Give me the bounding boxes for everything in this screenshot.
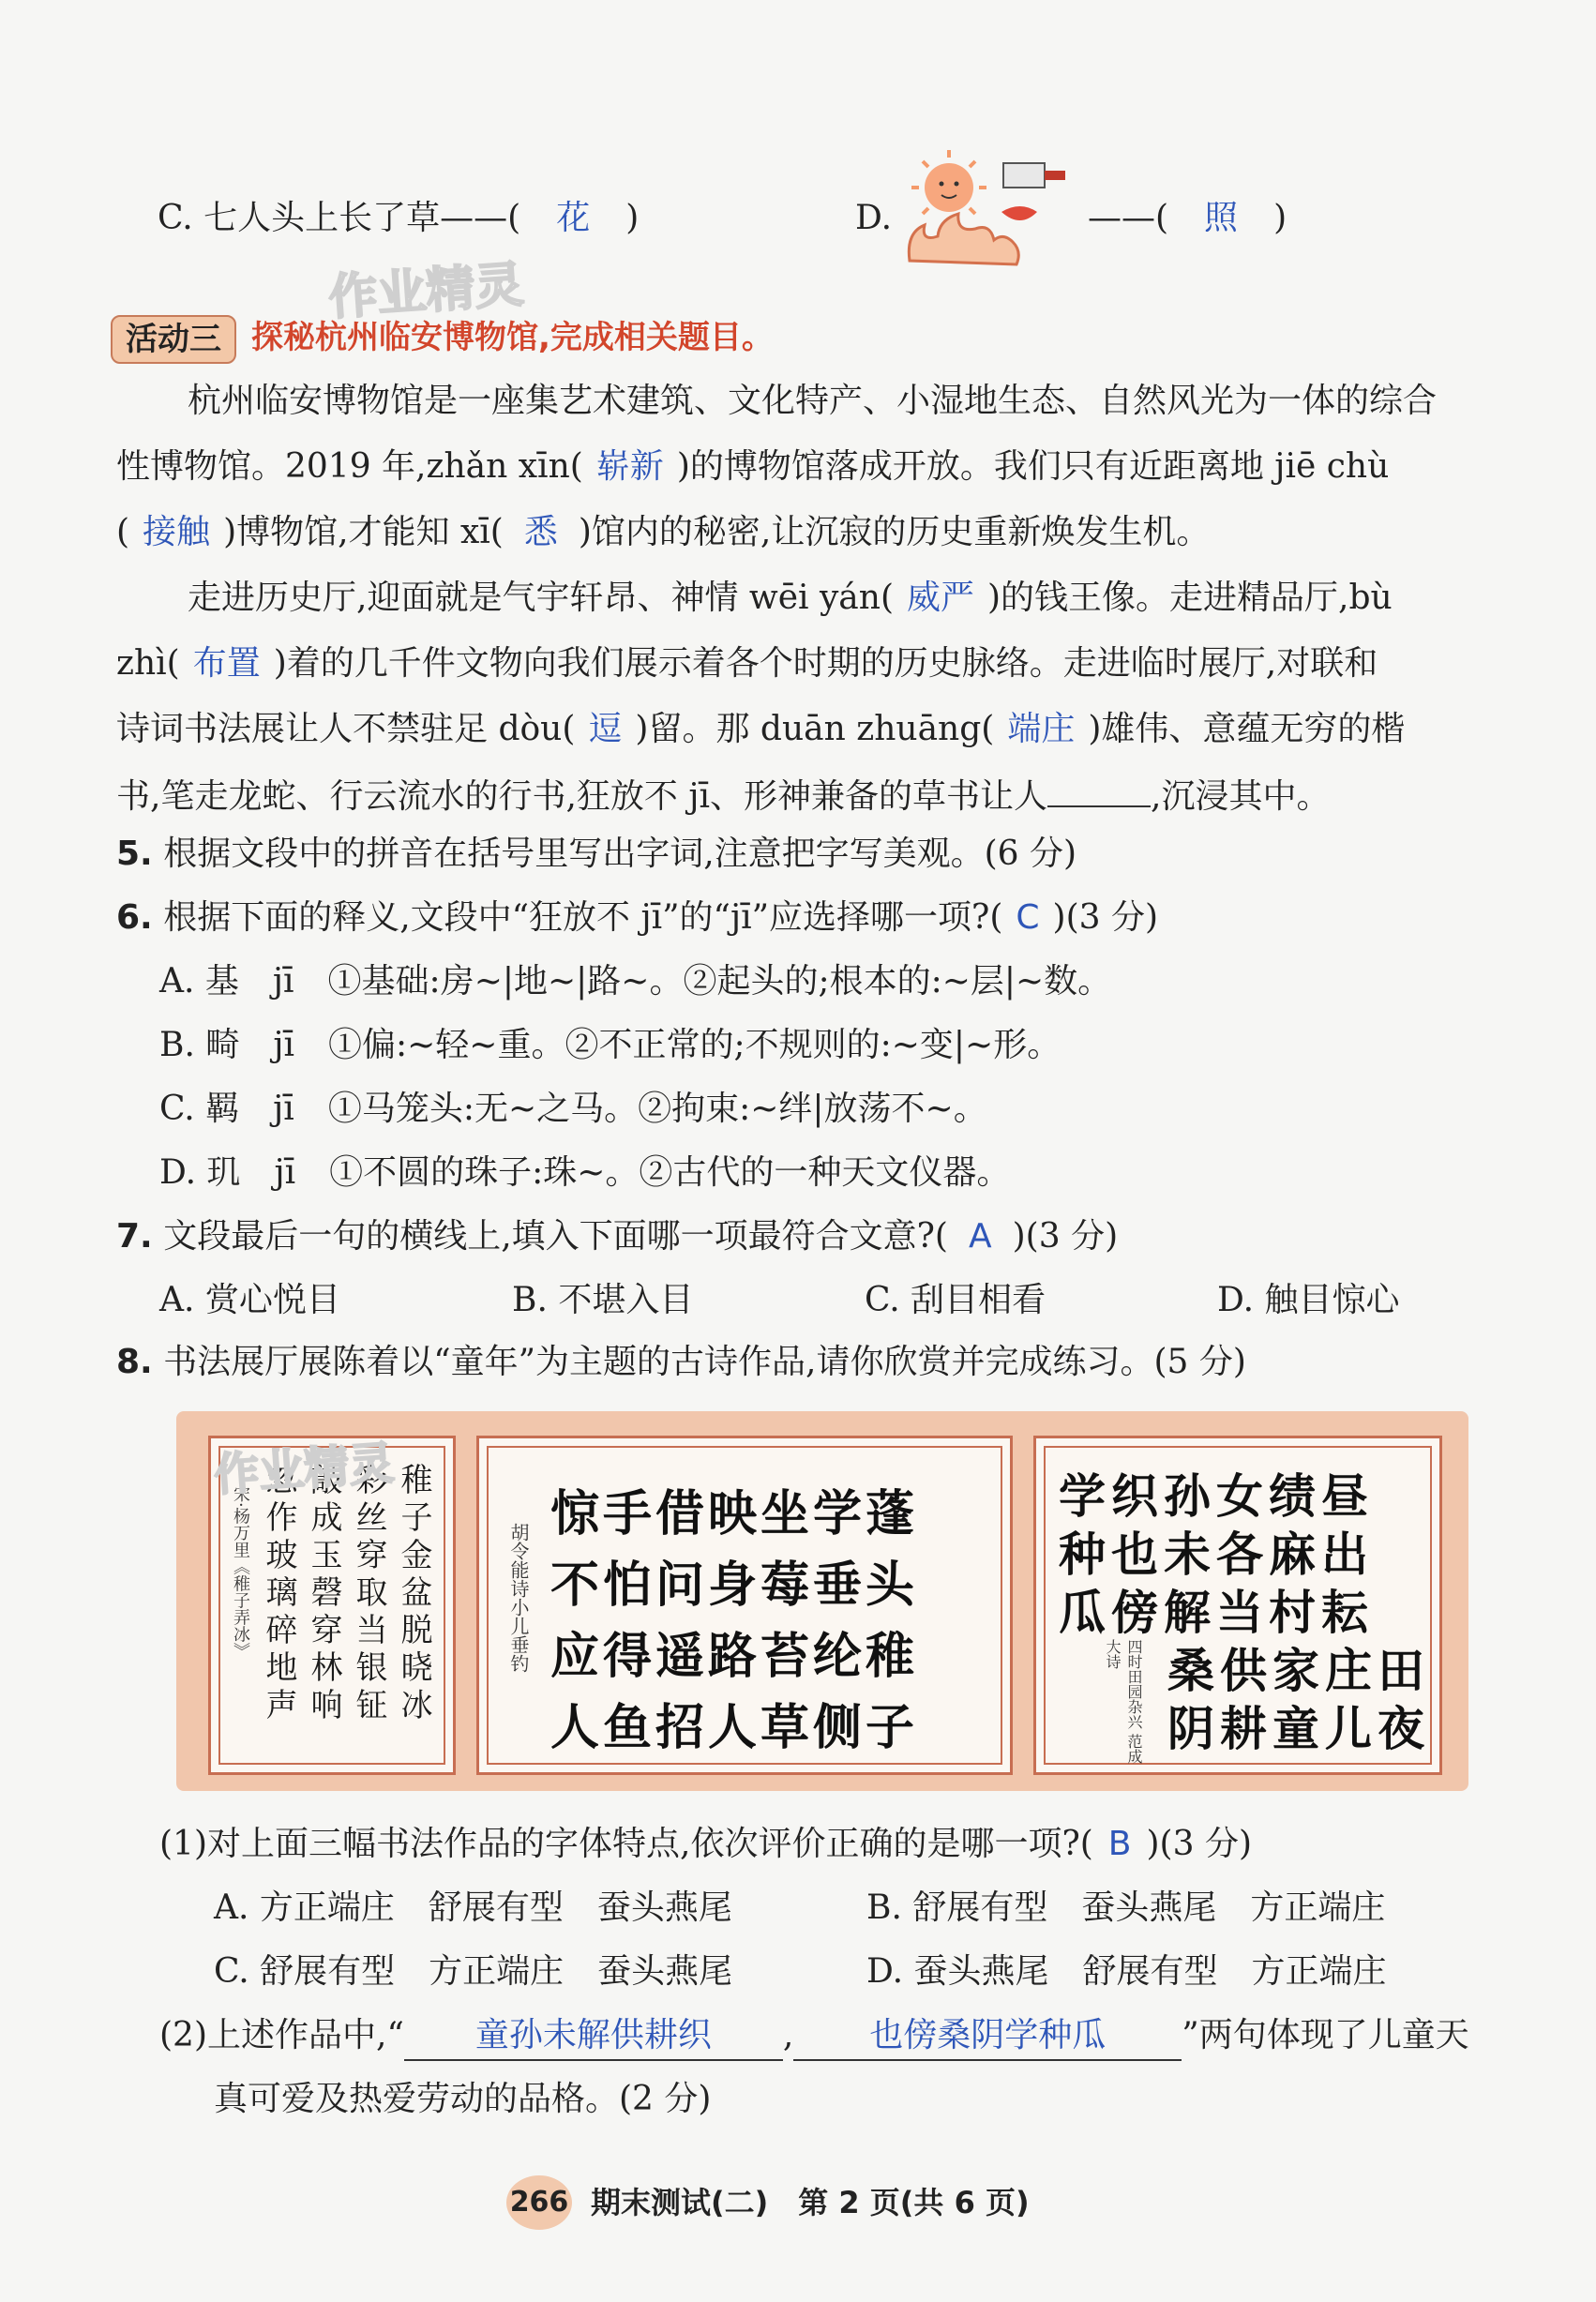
calligraphy-column: 忽作玻璃碎地声 bbox=[260, 1463, 297, 1725]
calligraphy-column: 彩丝穿取当银钲 bbox=[350, 1463, 387, 1725]
passage-text: )的博物馆落成开放。我们只有近距离地 jiē chù bbox=[676, 447, 1390, 486]
question-5 bbox=[116, 831, 1077, 878]
answer-text: B bbox=[1107, 1825, 1132, 1863]
calligraphy-row: 瓜傍解当村耘 bbox=[1059, 1585, 1374, 1640]
calligraphy-row: 学织孙女绩昼 bbox=[1059, 1468, 1374, 1524]
passage-text: 诗词书法展让人不禁驻足 dòu( bbox=[116, 710, 576, 748]
passage-line: 杭州临安博物馆是一座集艺术建筑、文化特产、小湿地生态、自然风光为一体的综合 bbox=[188, 382, 1438, 420]
passage-text: )博物馆,才能知 xī( bbox=[223, 513, 504, 551]
fill-blank[interactable] bbox=[404, 2012, 783, 2061]
passage-line bbox=[116, 640, 1378, 687]
question-number: 8. bbox=[116, 1343, 153, 1381]
question-6 bbox=[116, 895, 1158, 941]
calligraphy-row: 桑供家庄田 bbox=[1167, 1643, 1430, 1698]
picture-riddle-icon bbox=[900, 139, 1088, 279]
riddle-c-text: C. 七人头上长了草——( bbox=[158, 199, 521, 237]
watermark: 作业精灵 bbox=[212, 1437, 397, 1502]
answer-text: 也傍桑阴学种瓜 bbox=[869, 2016, 1107, 2054]
calligraphy-row: 种也未各麻出 bbox=[1059, 1527, 1374, 1582]
fill-blank[interactable] bbox=[793, 2012, 1182, 2061]
passage-text: ( bbox=[116, 513, 130, 551]
question-text: )(3 分) bbox=[1012, 1217, 1119, 1256]
calligraphy-inscription: 宋·杨万里《稚子弄冰》 bbox=[231, 1485, 250, 1660]
answer-text: 逗 bbox=[588, 710, 623, 748]
question-8 bbox=[116, 1339, 1246, 1386]
riddle-d-dash: ——( bbox=[1088, 199, 1169, 237]
calligraphy-inscription: 四时田园杂兴 范成大诗 bbox=[1104, 1639, 1143, 1765]
question-number: 5. bbox=[116, 835, 153, 873]
calligraphy-row: 惊手借映坐学蓬 bbox=[550, 1486, 919, 1542]
riddle-d-answer-line bbox=[1088, 195, 1287, 242]
option-item: C. 羁 jī ①马笼头:无~之马。②拘束:~绊|放荡不~。 bbox=[159, 1090, 987, 1128]
calligraphy-row: 应得遥路苔纶稚 bbox=[550, 1629, 919, 1685]
answer-text: A bbox=[968, 1217, 992, 1256]
option-item: C. 刮目相看 bbox=[865, 1281, 1046, 1319]
option-item: D. 触目惊心 bbox=[1217, 1281, 1400, 1319]
calligraphy-panel-3 bbox=[1033, 1436, 1442, 1775]
calligraphy-panel-2 bbox=[476, 1436, 1013, 1775]
option-item: D. 玑 jī ①不圆的珠子:珠~。②古代的一种天文仪器。 bbox=[159, 1153, 1011, 1192]
calligraphy-row: 不怕问身莓垂头 bbox=[550, 1557, 919, 1614]
question-8-1 bbox=[159, 1821, 1252, 1868]
question-text: )(3 分) bbox=[1052, 898, 1159, 937]
question-text: )(3 分) bbox=[1146, 1825, 1252, 1863]
riddle-d-close: ) bbox=[1273, 199, 1287, 237]
passage-text: )馆内的秘密,让沉寂的历史重新焕发生机。 bbox=[578, 513, 1211, 551]
passage-line bbox=[116, 444, 1389, 490]
question-text: 书法展厅展陈着以“童年”为主题的古诗作品,请你欣赏并完成练习。(5 分) bbox=[163, 1343, 1246, 1381]
option-item: D. 蚕头燕尾 舒展有型 方正端庄 bbox=[866, 1952, 1387, 1991]
activity-title: 探秘杭州临安博物馆,完成相关题目。 bbox=[251, 319, 774, 356]
page-number: 266 bbox=[506, 2175, 572, 2230]
fill-blank[interactable] bbox=[1047, 772, 1151, 807]
calligraphy-column: 稚子金盆脱晓冰 bbox=[395, 1463, 432, 1725]
passage-text: )留。那 duān zhuāng( bbox=[635, 710, 995, 748]
passage-text: ,沉浸其中。 bbox=[1151, 777, 1331, 816]
answer-text: 童孙未解供耕织 bbox=[474, 2016, 712, 2054]
passage-text: )的钱王像。走进精品厅,bù bbox=[987, 579, 1393, 617]
passage-text: 走进历史厅,迎面就是气宇轩昂、神情 wēi yán( bbox=[188, 579, 894, 617]
calligraphy-row: 人鱼招人草侧子 bbox=[550, 1700, 919, 1756]
passage-line bbox=[116, 772, 1330, 820]
calligraphy-row: 阴耕童儿夜 bbox=[1167, 1701, 1430, 1756]
option-item: A. 方正端庄 舒展有型 蚕头燕尾 bbox=[214, 1888, 732, 1927]
answer-text: 悉 bbox=[523, 513, 558, 551]
question-text: 真可爱及热爱劳动的品格。(2 分) bbox=[214, 2080, 712, 2118]
riddle-d-answer: 照 bbox=[1204, 199, 1239, 237]
option-item: A. 基 jī ①基础:房~|地~|路~。②起头的;根本的:~层|~数。 bbox=[159, 962, 1112, 1001]
passage-line bbox=[116, 706, 1405, 753]
question-8-2 bbox=[159, 2012, 1469, 2061]
question-text: (1)对上面三幅书法作品的字体特点,依次评价正确的是哪一项?( bbox=[159, 1825, 1093, 1863]
riddle-c-answer: 花 bbox=[556, 199, 591, 237]
riddle-c-close: ) bbox=[625, 199, 640, 237]
passage-text: )雄伟、意蕴无穷的楷 bbox=[1088, 710, 1406, 748]
passage-text: )着的几千件文物向我们展示着各个时期的历史脉络。走进临时展厅,对联和 bbox=[273, 644, 1378, 683]
question-text: (2)上述作品中,“ bbox=[159, 2016, 404, 2054]
question-7 bbox=[116, 1213, 1118, 1260]
option-d-riddle bbox=[855, 195, 892, 242]
passage-text: 书,笔走龙蛇、行云流水的行书,狂放不 jī、形神兼备的草书让人 bbox=[116, 777, 1048, 816]
question-text: 根据文段中的拼音在括号里写出字词,注意把字写美观。(6 分) bbox=[163, 835, 1077, 873]
passage-text: 性博物馆。2019 年,zhǎn xīn( bbox=[116, 447, 583, 486]
answer-text: 端庄 bbox=[1007, 710, 1076, 748]
answer-text: 接触 bbox=[143, 513, 211, 551]
answer-text: 威严 bbox=[907, 579, 975, 617]
option-c-riddle bbox=[158, 195, 639, 242]
option-item: C. 舒展有型 方正端庄 蚕头燕尾 bbox=[214, 1952, 733, 1991]
option-item: A. 赏心悦目 bbox=[159, 1281, 340, 1319]
calligraphy-inscription: 胡令能诗小儿垂钓 bbox=[507, 1523, 530, 1673]
answer-text: 布置 bbox=[192, 644, 261, 683]
question-number: 6. bbox=[116, 898, 153, 937]
riddle-d-label: D. bbox=[855, 199, 893, 237]
question-text: 根据下面的释义,文段中“狂放不 jī”的“jī”应选择哪一项?( bbox=[163, 898, 1003, 937]
watermark: 作业精灵 bbox=[326, 256, 526, 327]
question-text: 文段最后一句的横线上,填入下面哪一项最符合文意?( bbox=[163, 1217, 948, 1256]
passage-line bbox=[188, 575, 1393, 622]
option-item: B. 舒展有型 蚕头燕尾 方正端庄 bbox=[866, 1888, 1386, 1927]
question-text: , bbox=[782, 2016, 794, 2054]
answer-text: 崭新 bbox=[595, 447, 664, 486]
question-text: ”两句体现了儿童天 bbox=[1182, 2016, 1469, 2054]
question-number: 7. bbox=[116, 1217, 153, 1256]
page-footer-text: 期末测试(二) 第 2 页(共 6 页) bbox=[591, 2185, 1030, 2220]
option-item: B. 不堪入目 bbox=[512, 1281, 694, 1319]
calligraphy-column: 敲成玉磬穿林响 bbox=[305, 1463, 342, 1725]
answer-text: C bbox=[1016, 898, 1040, 937]
option-item: B. 畸 jī ①偏:~轻~重。②不正常的;不规则的:~变|~形。 bbox=[159, 1026, 1061, 1064]
activity-tag: 活动三 bbox=[111, 315, 236, 364]
passage-line bbox=[116, 509, 1210, 556]
passage-text: zhì( bbox=[116, 644, 180, 683]
